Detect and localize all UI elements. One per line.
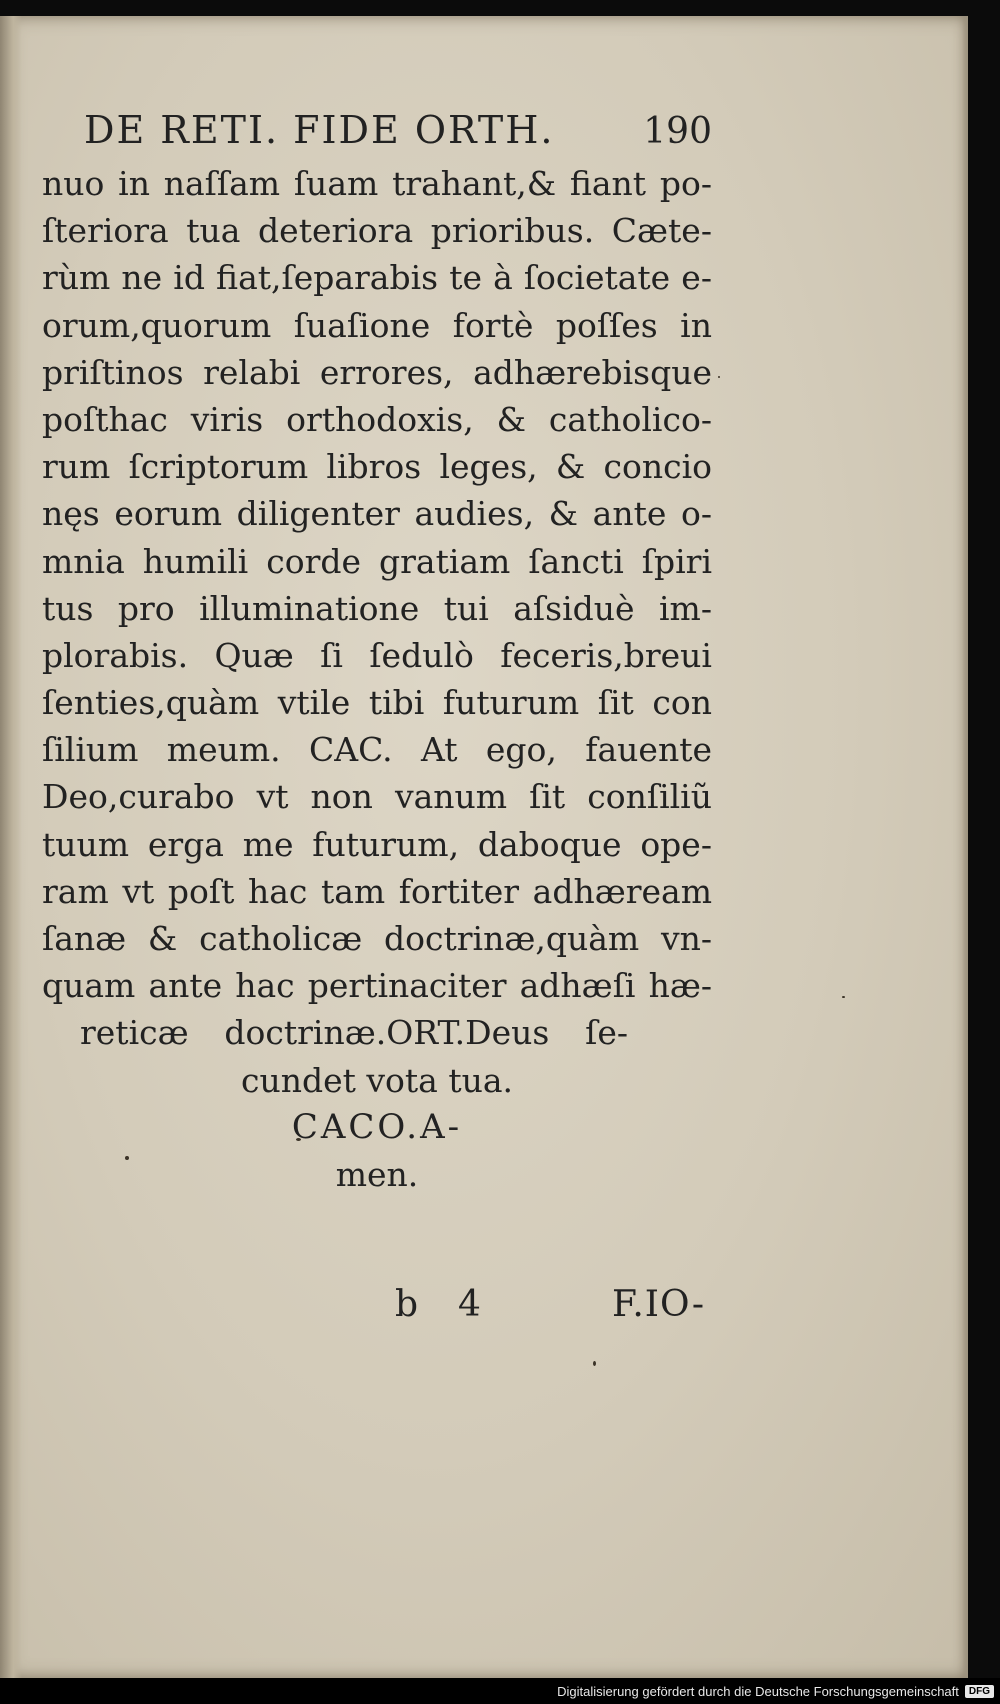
text-line: ſanæ & catholicæ doctrinæ,quàm vn-: [42, 919, 712, 958]
paper-speck: [718, 376, 720, 378]
paper-speck: [842, 996, 845, 998]
running-head-title: DE RETI. FIDE ORTH.: [84, 108, 555, 152]
text-line: ſilium meum. CAC. At ego, fauente: [42, 730, 712, 770]
paper-speck: [593, 1361, 596, 1366]
text-line: nęs eorum diligenter audies, & ante o-: [42, 494, 712, 534]
page-gutter-shadow: [0, 16, 22, 1678]
page-footer: [395, 1284, 705, 1325]
closing-taper: [42, 1009, 712, 1198]
closing-line-amen: men.: [335, 1154, 419, 1194]
book-page: [0, 16, 968, 1678]
text-block: [42, 108, 712, 1198]
digitization-bar: [0, 1678, 1000, 1704]
text-line: rum ſcriptorum libros leges, & concio: [42, 447, 712, 487]
text-line: poſthac viris orthodoxis, & catholico-: [42, 399, 712, 439]
text-line: priſtinos relabi errores, adhærebisque: [42, 352, 712, 392]
running-head: [42, 108, 712, 160]
text-line: nuo in naſſam ſuam trahant,& fiant po-: [42, 164, 712, 203]
page-number: 190: [643, 111, 712, 152]
text-line: plorabis. Quæ ſi ſedulò feceris,breui: [42, 635, 712, 675]
catchword: F.IO-: [611, 1284, 705, 1325]
text-line: Deo,curabo vt non vanum ſit conſiliũ: [42, 777, 712, 817]
signature-mark: b: [395, 1284, 419, 1325]
body-text: [42, 160, 712, 1009]
digitization-notice: Digitalisierung gefördert durch die Deutsche Forschungsgemeinschaft: [557, 1683, 959, 1699]
text-line: tuum erga me futurum, daboque ope-: [42, 824, 712, 864]
text-line: orum,quorum ſuaſione fortè poſſes in: [42, 305, 712, 345]
page-edge: [962, 16, 968, 1678]
text-line: rùm ne id fiat,ſeparabis te à ſocietate e-: [42, 258, 712, 298]
closing-line: cundet vota tua.: [240, 1060, 513, 1100]
closing-line-speaker: CACO.A-: [291, 1106, 463, 1147]
text-line: tus pro illuminatione tui aſsiduè im-: [42, 588, 712, 628]
closing-line: reticæ doctrinæ.ORT.Deus ſe-: [80, 1013, 628, 1053]
text-line: ram vt poſt hac tam fortiter adhæream: [42, 871, 712, 911]
text-line: ſenties,quàm vtile tibi futurum ſit con: [42, 683, 712, 723]
text-line: ſteriora tua deteriora prioribus. Cæte-: [42, 211, 712, 251]
text-line: mnia humili corde gratiam ſancti ſpiri: [42, 541, 712, 581]
dfg-logo-icon: DFG: [965, 1685, 994, 1698]
text-line: quam ante hac pertinaciter adhæſi hæ-: [42, 966, 712, 1006]
gathering-number: 4: [458, 1284, 481, 1325]
